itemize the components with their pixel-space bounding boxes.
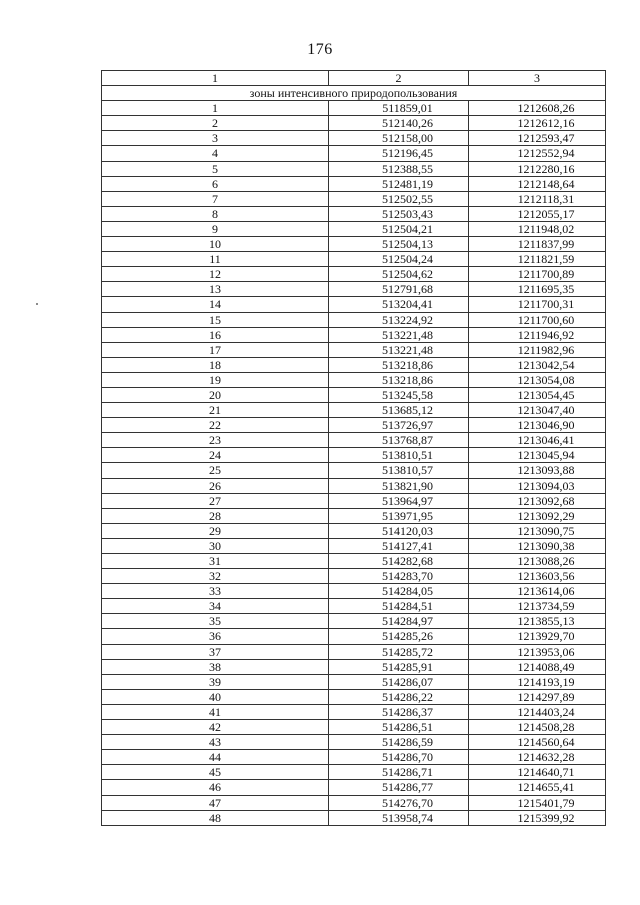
y-coordinate-cell: 1215399,92 bbox=[469, 810, 606, 825]
x-coordinate-cell: 514276,70 bbox=[329, 795, 469, 810]
y-coordinate-cell: 1214560,64 bbox=[469, 735, 606, 750]
x-coordinate-cell: 514284,51 bbox=[329, 599, 469, 614]
table-row bbox=[102, 569, 606, 584]
point-number-cell: 19 bbox=[102, 372, 329, 387]
x-coordinate-cell: 513221,48 bbox=[329, 342, 469, 357]
y-coordinate-cell: 1212118,31 bbox=[469, 191, 606, 206]
point-number-cell: 6 bbox=[102, 176, 329, 191]
x-coordinate-cell: 513204,41 bbox=[329, 297, 469, 312]
x-coordinate-cell: 512502,55 bbox=[329, 191, 469, 206]
point-number-cell: 44 bbox=[102, 750, 329, 765]
x-coordinate-cell: 513685,12 bbox=[329, 403, 469, 418]
point-number-cell: 33 bbox=[102, 584, 329, 599]
point-number-cell: 48 bbox=[102, 810, 329, 825]
point-number-cell: 16 bbox=[102, 327, 329, 342]
point-number-cell: 47 bbox=[102, 795, 329, 810]
point-number-cell: 46 bbox=[102, 780, 329, 795]
point-number-cell: 11 bbox=[102, 252, 329, 267]
table-row bbox=[102, 131, 606, 146]
table-row bbox=[102, 403, 606, 418]
x-coordinate-cell: 514283,70 bbox=[329, 569, 469, 584]
section-row bbox=[102, 86, 606, 101]
x-coordinate-cell: 514127,41 bbox=[329, 538, 469, 553]
point-number-cell: 20 bbox=[102, 387, 329, 402]
point-number-cell: 26 bbox=[102, 478, 329, 493]
x-coordinate-cell: 512504,21 bbox=[329, 221, 469, 236]
x-coordinate-cell: 513821,90 bbox=[329, 478, 469, 493]
x-coordinate-cell: 514286,70 bbox=[329, 750, 469, 765]
table-row bbox=[102, 659, 606, 674]
column-header: 3 bbox=[469, 71, 606, 86]
y-coordinate-cell: 1213094,03 bbox=[469, 478, 606, 493]
point-number-cell: 21 bbox=[102, 403, 329, 418]
table-row bbox=[102, 297, 606, 312]
table-row bbox=[102, 101, 606, 116]
table-row bbox=[102, 765, 606, 780]
x-coordinate-cell: 514285,72 bbox=[329, 644, 469, 659]
y-coordinate-cell: 1215401,79 bbox=[469, 795, 606, 810]
y-coordinate-cell: 1211982,96 bbox=[469, 342, 606, 357]
table-row bbox=[102, 191, 606, 206]
table-row bbox=[102, 372, 606, 387]
table-row bbox=[102, 387, 606, 402]
x-coordinate-cell: 512503,43 bbox=[329, 206, 469, 221]
x-coordinate-cell: 513218,86 bbox=[329, 372, 469, 387]
table-row bbox=[102, 735, 606, 750]
y-coordinate-cell: 1214655,41 bbox=[469, 780, 606, 795]
point-number-cell: 25 bbox=[102, 463, 329, 478]
point-number-cell: 12 bbox=[102, 267, 329, 282]
x-coordinate-cell: 513971,95 bbox=[329, 508, 469, 523]
point-number-cell: 4 bbox=[102, 146, 329, 161]
y-coordinate-cell: 1212552,94 bbox=[469, 146, 606, 161]
y-coordinate-cell: 1211695,35 bbox=[469, 282, 606, 297]
y-coordinate-cell: 1213047,40 bbox=[469, 403, 606, 418]
column-header: 1 bbox=[102, 71, 329, 86]
y-coordinate-cell: 1213046,90 bbox=[469, 418, 606, 433]
y-coordinate-cell: 1211700,31 bbox=[469, 297, 606, 312]
point-number-cell: 43 bbox=[102, 735, 329, 750]
column-header: 2 bbox=[329, 71, 469, 86]
y-coordinate-cell: 1213092,68 bbox=[469, 493, 606, 508]
x-coordinate-cell: 512388,55 bbox=[329, 161, 469, 176]
point-number-cell: 32 bbox=[102, 569, 329, 584]
x-coordinate-cell: 512504,62 bbox=[329, 267, 469, 282]
table-body bbox=[102, 71, 606, 826]
x-coordinate-cell: 514285,91 bbox=[329, 659, 469, 674]
y-coordinate-cell: 1214632,28 bbox=[469, 750, 606, 765]
x-coordinate-cell: 513218,86 bbox=[329, 357, 469, 372]
point-number-cell: 17 bbox=[102, 342, 329, 357]
x-coordinate-cell: 513958,74 bbox=[329, 810, 469, 825]
x-coordinate-cell: 513810,57 bbox=[329, 463, 469, 478]
y-coordinate-cell: 1214088,49 bbox=[469, 659, 606, 674]
x-coordinate-cell: 514284,97 bbox=[329, 614, 469, 629]
x-coordinate-cell: 512481,19 bbox=[329, 176, 469, 191]
x-coordinate-cell: 514284,05 bbox=[329, 584, 469, 599]
table-row bbox=[102, 176, 606, 191]
y-coordinate-cell: 1211700,89 bbox=[469, 267, 606, 282]
table-row bbox=[102, 704, 606, 719]
y-coordinate-cell: 1212055,17 bbox=[469, 206, 606, 221]
y-coordinate-cell: 1212612,16 bbox=[469, 116, 606, 131]
point-number-cell: 27 bbox=[102, 493, 329, 508]
point-number-cell: 39 bbox=[102, 674, 329, 689]
x-coordinate-cell: 514286,51 bbox=[329, 720, 469, 735]
x-coordinate-cell: 512196,45 bbox=[329, 146, 469, 161]
x-coordinate-cell: 513221,48 bbox=[329, 327, 469, 342]
y-coordinate-cell: 1213953,06 bbox=[469, 644, 606, 659]
point-number-cell: 15 bbox=[102, 312, 329, 327]
table-row bbox=[102, 493, 606, 508]
x-coordinate-cell: 513964,97 bbox=[329, 493, 469, 508]
table-row bbox=[102, 342, 606, 357]
point-number-cell: 23 bbox=[102, 433, 329, 448]
table-row bbox=[102, 312, 606, 327]
table-row bbox=[102, 463, 606, 478]
x-coordinate-cell: 514286,37 bbox=[329, 704, 469, 719]
table-row bbox=[102, 478, 606, 493]
point-number-cell: 2 bbox=[102, 116, 329, 131]
point-number-cell: 31 bbox=[102, 554, 329, 569]
y-coordinate-cell: 1213042,54 bbox=[469, 357, 606, 372]
x-coordinate-cell: 512504,13 bbox=[329, 237, 469, 252]
x-coordinate-cell: 514282,68 bbox=[329, 554, 469, 569]
x-coordinate-cell: 514285,26 bbox=[329, 629, 469, 644]
table-row bbox=[102, 689, 606, 704]
point-number-cell: 34 bbox=[102, 599, 329, 614]
y-coordinate-cell: 1213090,75 bbox=[469, 523, 606, 538]
point-number-cell: 37 bbox=[102, 644, 329, 659]
y-coordinate-cell: 1214508,28 bbox=[469, 720, 606, 735]
table-row bbox=[102, 780, 606, 795]
table-row bbox=[102, 448, 606, 463]
x-coordinate-cell: 514286,77 bbox=[329, 780, 469, 795]
table-row bbox=[102, 206, 606, 221]
point-number-cell: 5 bbox=[102, 161, 329, 176]
table-row bbox=[102, 674, 606, 689]
point-number-cell: 3 bbox=[102, 131, 329, 146]
table-row bbox=[102, 538, 606, 553]
y-coordinate-cell: 1213092,29 bbox=[469, 508, 606, 523]
y-coordinate-cell: 1213088,26 bbox=[469, 554, 606, 569]
x-coordinate-cell: 512791,68 bbox=[329, 282, 469, 297]
coordinates-table bbox=[101, 70, 606, 826]
x-coordinate-cell: 513768,87 bbox=[329, 433, 469, 448]
y-coordinate-cell: 1214640,71 bbox=[469, 765, 606, 780]
point-number-cell: 8 bbox=[102, 206, 329, 221]
y-coordinate-cell: 1213614,06 bbox=[469, 584, 606, 599]
table-row bbox=[102, 554, 606, 569]
y-coordinate-cell: 1211948,02 bbox=[469, 221, 606, 236]
table-row bbox=[102, 614, 606, 629]
x-coordinate-cell: 512140,26 bbox=[329, 116, 469, 131]
point-number-cell: 45 bbox=[102, 765, 329, 780]
table-row bbox=[102, 433, 606, 448]
x-coordinate-cell: 513810,51 bbox=[329, 448, 469, 463]
table-row bbox=[102, 599, 606, 614]
point-number-cell: 7 bbox=[102, 191, 329, 206]
point-number-cell: 41 bbox=[102, 704, 329, 719]
y-coordinate-cell: 1211837,99 bbox=[469, 237, 606, 252]
x-coordinate-cell: 514286,07 bbox=[329, 674, 469, 689]
y-coordinate-cell: 1213855,13 bbox=[469, 614, 606, 629]
point-number-cell: 30 bbox=[102, 538, 329, 553]
x-coordinate-cell: 511859,01 bbox=[329, 101, 469, 116]
table-row bbox=[102, 629, 606, 644]
table-row bbox=[102, 116, 606, 131]
scan-speck bbox=[36, 303, 38, 305]
table-row bbox=[102, 252, 606, 267]
table-row bbox=[102, 795, 606, 810]
x-coordinate-cell: 514286,59 bbox=[329, 735, 469, 750]
y-coordinate-cell: 1212593,47 bbox=[469, 131, 606, 146]
table-row bbox=[102, 523, 606, 538]
point-number-cell: 40 bbox=[102, 689, 329, 704]
y-coordinate-cell: 1211821,59 bbox=[469, 252, 606, 267]
y-coordinate-cell: 1214403,24 bbox=[469, 704, 606, 719]
table-row bbox=[102, 508, 606, 523]
y-coordinate-cell: 1211700,60 bbox=[469, 312, 606, 327]
x-coordinate-cell: 513726,97 bbox=[329, 418, 469, 433]
point-number-cell: 22 bbox=[102, 418, 329, 433]
table-row bbox=[102, 161, 606, 176]
x-coordinate-cell: 512504,24 bbox=[329, 252, 469, 267]
y-coordinate-cell: 1213046,41 bbox=[469, 433, 606, 448]
y-coordinate-cell: 1213929,70 bbox=[469, 629, 606, 644]
table-row bbox=[102, 327, 606, 342]
point-number-cell: 9 bbox=[102, 221, 329, 236]
y-coordinate-cell: 1212148,64 bbox=[469, 176, 606, 191]
table-row bbox=[102, 810, 606, 825]
x-coordinate-cell: 514286,71 bbox=[329, 765, 469, 780]
table-row bbox=[102, 750, 606, 765]
point-number-cell: 36 bbox=[102, 629, 329, 644]
y-coordinate-cell: 1213054,45 bbox=[469, 387, 606, 402]
table-row bbox=[102, 221, 606, 236]
table-row bbox=[102, 146, 606, 161]
point-number-cell: 29 bbox=[102, 523, 329, 538]
table-row bbox=[102, 357, 606, 372]
table-header-row bbox=[102, 71, 606, 86]
y-coordinate-cell: 1213045,94 bbox=[469, 448, 606, 463]
table-row bbox=[102, 644, 606, 659]
y-coordinate-cell: 1213093,88 bbox=[469, 463, 606, 478]
table-row bbox=[102, 267, 606, 282]
point-number-cell: 13 bbox=[102, 282, 329, 297]
table-row bbox=[102, 282, 606, 297]
table-row bbox=[102, 418, 606, 433]
x-coordinate-cell: 513245,58 bbox=[329, 387, 469, 402]
table-row bbox=[102, 720, 606, 735]
y-coordinate-cell: 1212608,26 bbox=[469, 101, 606, 116]
page-number: 176 bbox=[307, 41, 333, 58]
point-number-cell: 18 bbox=[102, 357, 329, 372]
point-number-cell: 10 bbox=[102, 237, 329, 252]
x-coordinate-cell: 514286,22 bbox=[329, 689, 469, 704]
section-title: зоны интенсивного природопользования bbox=[102, 86, 606, 101]
x-coordinate-cell: 512158,00 bbox=[329, 131, 469, 146]
point-number-cell: 1 bbox=[102, 101, 329, 116]
y-coordinate-cell: 1212280,16 bbox=[469, 161, 606, 176]
point-number-cell: 24 bbox=[102, 448, 329, 463]
y-coordinate-cell: 1213734,59 bbox=[469, 599, 606, 614]
y-coordinate-cell: 1213603,56 bbox=[469, 569, 606, 584]
table-row bbox=[102, 584, 606, 599]
point-number-cell: 28 bbox=[102, 508, 329, 523]
point-number-cell: 42 bbox=[102, 720, 329, 735]
x-coordinate-cell: 513224,92 bbox=[329, 312, 469, 327]
y-coordinate-cell: 1211946,92 bbox=[469, 327, 606, 342]
point-number-cell: 35 bbox=[102, 614, 329, 629]
point-number-cell: 38 bbox=[102, 659, 329, 674]
y-coordinate-cell: 1214193,19 bbox=[469, 674, 606, 689]
y-coordinate-cell: 1214297,89 bbox=[469, 689, 606, 704]
table-row bbox=[102, 237, 606, 252]
y-coordinate-cell: 1213090,38 bbox=[469, 538, 606, 553]
point-number-cell: 14 bbox=[102, 297, 329, 312]
x-coordinate-cell: 514120,03 bbox=[329, 523, 469, 538]
y-coordinate-cell: 1213054,08 bbox=[469, 372, 606, 387]
